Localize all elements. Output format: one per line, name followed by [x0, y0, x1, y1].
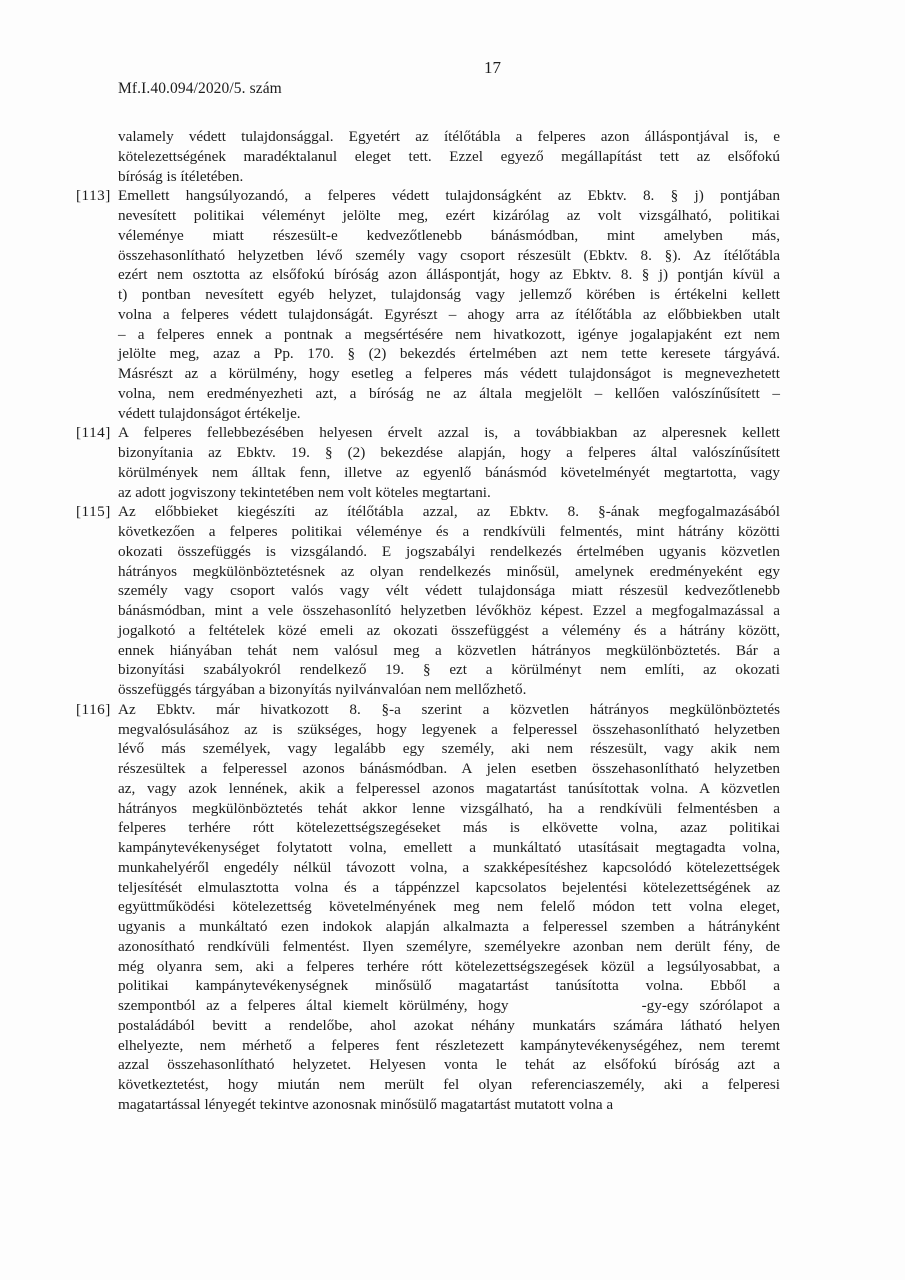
text-line: munkahelyéről engedély nélkül távozott volna, a szakképesítéshez kapcsolódó kötelezettségek	[118, 858, 780, 876]
redacted-area	[519, 998, 631, 1010]
page-number: 17	[484, 58, 501, 77]
text-line: lévő más személyek, vagy legalább egy személy, aki nem részesült, vagy akik nem	[118, 740, 780, 758]
text-line	[118, 996, 780, 1016]
text-line: hátrányos megkülönböztetésnek az olyan rendelkezés minősül, amelynek eredményeként egy	[118, 562, 780, 580]
text-line: ennek hiányában tehát nem valósul meg a közvetlen hátrányos megkülönböztetés. Bár a	[118, 641, 780, 659]
text-line: jogalkotó a feltételek közé emeli az okozati összefüggést a vélemény és a hátrány között,	[118, 621, 780, 639]
text-line: Az előbbieket kiegészíti az ítélőtábla azzal, az Ebktv. 8. §-ának megfogalmazásából	[118, 503, 780, 521]
text-line: megvalósulásához az is szükséges, hogy legyenek a felperessel összehasonlítható helyzetben	[118, 720, 780, 738]
text-line: következően a felperes politikai véleménye és a rendkívüli felmentés, mint hátrány közötti	[118, 523, 780, 540]
text-line: kampánytevékenységet folytatott volna, emellett a munkáltató utasításait megtagadta volna,	[118, 839, 780, 856]
paragraph-p115	[76, 502, 780, 700]
text-line: jelölte meg, azaz a Pp. 170. § (2) bekezdés értelmében azt nem tette keresete tárgyává.	[118, 345, 780, 363]
document-reference: Mf.I.40.094/2020/5. szám	[118, 80, 282, 97]
paragraph-p113	[76, 186, 780, 423]
paragraph-number: [116]	[76, 700, 111, 718]
text-line: ugyanis a munkáltató ezen indokok alapján alkalmazta a felperessel szemben a hátrányként	[118, 918, 780, 935]
text-line: részesültek a felperessel azonos bánásmódban. A jelen esetben összehasonlítható helyzetben	[118, 760, 780, 777]
text-line: Másrészt az a körülmény, hogy esetleg a felperes más védett tulajdonságot is megnevezhetett	[118, 365, 780, 382]
paragraph-p114	[76, 423, 780, 502]
text-line: elhelyezte, nem mérhető a felperes fent részletezett kampánytevékenységéhez, nem teremt	[118, 1036, 780, 1054]
text-line: magatartással lényegét tekintve azonosnak minősülő magatartást mutatott volna a	[118, 1095, 614, 1113]
text-line: összefüggés tárgyában a bizonyítás nyilvánvalóan nem mellőzhető.	[118, 681, 527, 698]
text-line: felperes terhére rótt kötelezettségszegéseket más is elkövette volna, azaz politikai	[118, 819, 780, 837]
text-line: t) pontban nevesített egyéb helyzet, tulajdonság vagy jellemző körében is értékelni kellett	[118, 286, 780, 303]
text-line: politikai kampánytevékenységnek minősülő magatartást tanúsította volna. Ebből a	[118, 977, 780, 995]
paragraph-number: [115]	[76, 503, 111, 521]
text-line: ezért nem osztotta az elsőfokú bíróság azon álláspontját, hogy az Ebktv. 8. § j) pontján kívül a	[118, 266, 780, 284]
text-line: azzal összehasonlítható helyzetet. Helyesen vonta le tehát az elsőfokú bíróság azt a	[118, 1056, 780, 1074]
text-fragment: szempontból az a felperes által kiemelt körülmény, hogy	[118, 997, 509, 1014]
text-line: okozati összefüggés is vizsgálandó. E jogszabályi rendelkezés értelmében ugyanis közvetlen	[118, 542, 780, 560]
text-line: postaládából bevitt a rendelőbe, ahol azokat néhány munkatárs számára látható helyen	[118, 1016, 780, 1034]
text-line: védett tulajdonságot értékelje.	[118, 404, 301, 422]
text-line: összehasonlítható helyzetben lévő személy vagy csoport részesült (Ebktv. 8. §). Az ítélőtábla	[118, 246, 780, 264]
text-line: volna, nem eredményezheti azt, a bíróság ne az általa megjelölt – kellően valószínűsített –	[118, 384, 780, 402]
text-line: kötelezettségének maradéktalanul eleget tett. Ezzel egyező megállapítást tett az elsőfokú	[118, 147, 780, 165]
paragraph-number: [114]	[76, 424, 111, 442]
text-line: hátrányos megkülönböztetés tehát akkor lenne vizsgálható, ha a rendkívüli felmentésben a	[118, 799, 780, 817]
text-line: – a felperes ennek a pontnak a megsértésére nem hivatkozott, igénye jogalapjaként ezt nem	[118, 325, 780, 343]
text-line: bizonyítania az Ebktv. 19. § (2) bekezdése alapján, hogy a felperes által valószínűsített	[118, 444, 780, 461]
text-line: véleménye miatt részesült-e kedvezőtlenebb bánásmódban, mint amelyben más,	[118, 226, 780, 244]
text-line: valamely védett tulajdonsággal. Egyetért az ítélőtábla a felperes azon álláspontjával is, e	[118, 128, 780, 145]
text-line: következtetést, hogy miután nem merült fel olyan referenciaszemély, aki a felperesi	[118, 1076, 780, 1093]
text-line: Az Ebktv. már hivatkozott 8. §-a szerint a közvetlen hátrányos megkülönböztetés	[118, 700, 780, 718]
text-line: az adott jogviszony tekintetében nem volt köteles megtartani.	[118, 483, 491, 501]
text-line: még olyanra sem, aki a felperes terhére rótt kötelezettségszegések közül a legsúlyosabbat, a	[118, 957, 780, 975]
paragraph-number: [113]	[76, 187, 111, 205]
text-fragment: ‑gy-egy szórólapot a	[641, 997, 780, 1014]
text-line: volna a felperes védett tulajdonságát. Egyrészt – ahogy arra az ítélőtábla az előbbiekben utalt	[118, 305, 780, 323]
text-line: Emellett hangsúlyozandó, a felperes védett tulajdonságként az Ebktv. 8. § j) pontjában	[118, 187, 780, 205]
text-line: bizonyítási szabályokról rendelkező 19. § ezt a körülményt nem említi, az okozati	[118, 661, 780, 679]
paragraph-continuation	[118, 127, 780, 186]
text-line: bíróság is ítéletében.	[118, 167, 244, 185]
text-line: A felperes fellebbezésében helyesen érvelt azzal is, a továbbiakban az alperesnek kellett	[118, 424, 780, 442]
text-line: azonosítható rendkívüli felmentést. Ilyen személyre, személyekre azonban nem derült fény, de	[118, 937, 780, 955]
text-line: az, vagy azok lennének, akik a felperessel azonos magatartást tanúsítottak volna. A közvetlen	[118, 779, 780, 797]
text-line: körülmények nem álltak fenn, illetve az egyenlő bánásmód követelményét megtartotta, vagy	[118, 463, 780, 481]
text-line: személy vagy csoport valós vagy vélt védett tulajdonsága miatt részesül kedvezőtlenebb	[118, 582, 780, 600]
document-body	[76, 127, 780, 1115]
text-line: együttműködési kötelezettség követelményének meg nem felelő módon tett volna eleget,	[118, 898, 780, 916]
text-line: nevesített politikai véleményt jelölte meg, ezért kizárólag az volt vizsgálható, politikai	[118, 207, 780, 224]
paragraph-p116	[76, 700, 780, 1115]
text-line: teljesítését elmulasztotta volna és a táppénzzel kapcsolatos bejelentési kötelezettségének az	[118, 878, 780, 896]
text-line: bánásmódban, mint a vele összehasonlító helyzetben lévőkhöz képest. Ezzel a megfogalmazással a	[118, 602, 780, 619]
